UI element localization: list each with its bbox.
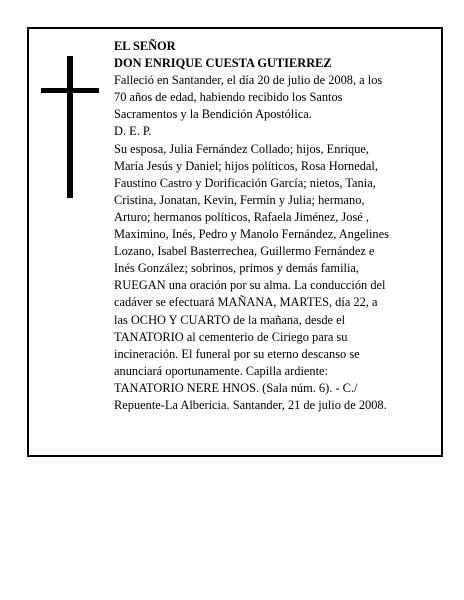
notice-body-line: María Jesús y Daniel; hijos políticos, Rosa Hornedal, — [114, 158, 378, 173]
cross-horizontal-bar — [41, 88, 99, 93]
notice-body-line: RUEGAN una oración por su alma. La conducción del — [114, 278, 386, 293]
notice-rip: D. E. P. — [114, 124, 152, 139]
notice-title-honorific: EL SEÑOR — [114, 39, 176, 53]
notice-body-line: TANATORIO NERE HNOS. (Sala núm. 6). - C./ — [114, 380, 358, 395]
notice-body-line: Sacramentos y la Bendición Apostólica. — [114, 107, 312, 122]
cross-vertical-bar — [67, 56, 73, 198]
latin-cross-icon — [41, 56, 99, 198]
notice-body-line: cadáver se efectuará MAÑANA, MARTES, día 22, a — [114, 295, 378, 310]
notice-body-line: Su esposa, Julia Fernández Collado; hijos, Enrique, — [114, 141, 370, 156]
notice-body-line: Faustino Castro y Dorificación García; nietos, Tania, — [114, 175, 376, 190]
notice-body-line: incineración. El funeral por su eterno descanso se — [114, 346, 360, 361]
notice-body-line: anunciará oportunamente. Capilla ardiente: — [114, 363, 328, 378]
notice-body-line: Cristina, Jonatan, Kevin, Fermín y Julia; hermano, — [114, 192, 365, 207]
obituary-notice — [27, 27, 443, 457]
notice-body-line: Inés González; sobrinos, primos y demás familia, — [114, 261, 359, 276]
notice-text — [114, 38, 419, 414]
notice-body-line: Repuente-La Albericia. Santander, 21 de julio de 2008. — [114, 397, 387, 412]
notice-body-line: TANATORIO al cementerio de Ciriego para su — [114, 329, 348, 344]
notice-title-name: DON ENRIQUE CUESTA GUTIERREZ — [114, 56, 332, 71]
notice-body-line: las OCHO Y CUARTO de la mañana, desde el — [114, 312, 346, 327]
notice-body-line: Falleció en Santander, el día 20 de julio de 2008, a los — [114, 73, 383, 88]
notice-body-line: Arturo; hermanos políticos, Rafaela Jiménez, José , — [114, 209, 369, 224]
notice-body-line: Lozano, Isabel Basterrechea, Guillermo Fernández e — [114, 244, 375, 259]
notice-body-line: 70 años de edad, habiendo recibido los Santos — [114, 90, 343, 105]
notice-body-line: Maximino, Inés, Pedro y Manolo Fernández, Angelines — [114, 227, 389, 242]
